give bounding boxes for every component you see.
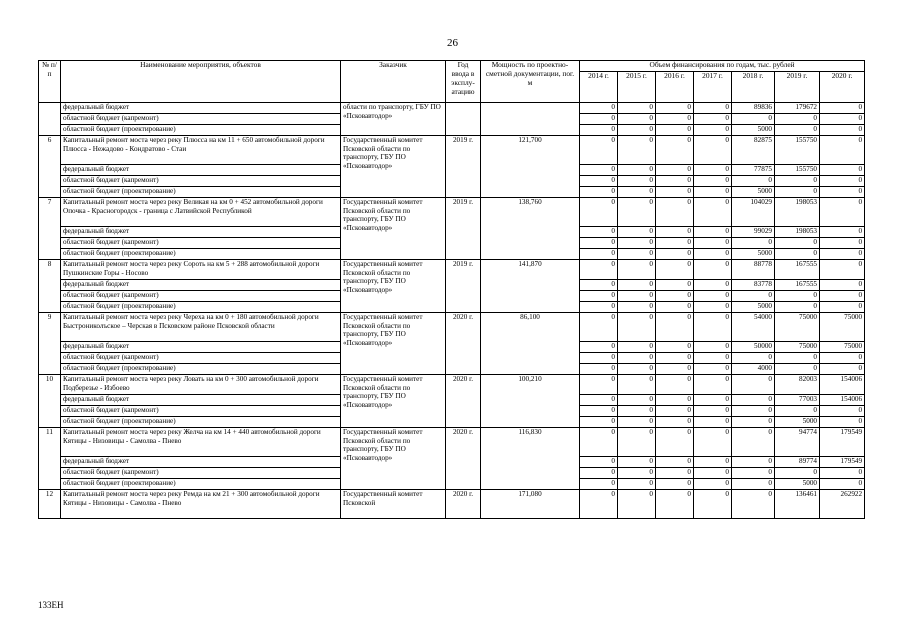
header-year-col: 2018 г. xyxy=(732,72,775,103)
header-name: Наименование мероприятия, объектов xyxy=(61,61,341,103)
value-cell: 0 xyxy=(618,176,656,187)
value-cell: 0 xyxy=(694,353,732,364)
customer-cell: области по транспорту, ГБУ ПО «Псковавтодор» xyxy=(341,103,446,136)
capacity-cell: 121,700 xyxy=(481,136,580,198)
value-cell: 0 xyxy=(618,260,656,280)
value-cell: 0 xyxy=(775,187,820,198)
value-cell: 0 xyxy=(694,136,732,165)
value-cell: 179549 xyxy=(820,457,865,468)
value-cell: 0 xyxy=(580,280,618,291)
header-year-col: 2015 г. xyxy=(618,72,656,103)
value-cell: 0 xyxy=(618,364,656,375)
value-cell: 0 xyxy=(820,249,865,260)
value-cell: 89836 xyxy=(732,103,775,114)
capacity-cell: 86,100 xyxy=(481,313,580,375)
value-cell: 198053 xyxy=(775,227,820,238)
value-cell: 0 xyxy=(618,103,656,114)
budget-source-cell: федеральный бюджет xyxy=(61,103,341,114)
value-cell: 0 xyxy=(580,103,618,114)
value-cell: 0 xyxy=(580,198,618,227)
value-cell: 0 xyxy=(656,490,694,519)
value-cell: 0 xyxy=(580,490,618,519)
value-cell: 0 xyxy=(656,125,694,136)
value-cell: 0 xyxy=(618,395,656,406)
year-cell: 2020 г. xyxy=(446,428,481,490)
budget-source-cell: областной бюджет (капремонт) xyxy=(61,114,341,125)
capacity-cell: 141,870 xyxy=(481,260,580,313)
value-cell: 0 xyxy=(694,342,732,353)
budget-source-cell: федеральный бюджет xyxy=(61,227,341,238)
value-cell: 0 xyxy=(694,428,732,457)
value-cell: 0 xyxy=(656,187,694,198)
value-cell: 0 xyxy=(580,353,618,364)
year-cell: 2020 г. xyxy=(446,313,481,375)
value-cell: 0 xyxy=(694,417,732,428)
value-cell: 0 xyxy=(820,227,865,238)
value-cell: 0 xyxy=(820,136,865,165)
value-cell: 0 xyxy=(820,238,865,249)
value-cell: 0 xyxy=(775,406,820,417)
value-cell: 0 xyxy=(580,417,618,428)
value-cell: 0 xyxy=(618,187,656,198)
value-cell: 0 xyxy=(656,103,694,114)
value-cell: 0 xyxy=(580,227,618,238)
value-cell: 0 xyxy=(820,125,865,136)
header-year: Год ввода в эксплу-атацию xyxy=(446,61,481,103)
value-cell: 0 xyxy=(820,280,865,291)
value-cell: 0 xyxy=(732,468,775,479)
value-cell: 0 xyxy=(656,479,694,490)
customer-cell: Государственный комитет Псковской области по транспорту, ГБУ ПО «Псковавтодор» xyxy=(341,375,446,428)
value-cell: 0 xyxy=(580,260,618,280)
project-title-cell: Капитальный ремонт моста через реку Череха на км 0 + 180 автомобильной дороги Быстрониколъское – Черская в Псковском районе Псковской области xyxy=(61,313,341,342)
header-num: № п/п xyxy=(39,61,61,103)
value-cell: 0 xyxy=(820,187,865,198)
customer-cell: Государственный комитет Псковской области по транспорту, ГБУ ПО «Псковавтодор» xyxy=(341,260,446,313)
value-cell: 77875 xyxy=(732,165,775,176)
project-row xyxy=(39,375,865,395)
row-number-cell xyxy=(39,103,61,136)
value-cell: 0 xyxy=(656,227,694,238)
value-cell: 0 xyxy=(656,238,694,249)
value-cell: 0 xyxy=(656,280,694,291)
row-number-cell: 7 xyxy=(39,198,61,260)
header-year-col: 2019 г. xyxy=(775,72,820,103)
year-cell: 2019 г. xyxy=(446,198,481,260)
value-cell: 0 xyxy=(732,417,775,428)
value-cell: 154006 xyxy=(820,375,865,395)
capacity-cell: 171,080 xyxy=(481,490,580,519)
project-row xyxy=(39,428,865,457)
value-cell: 0 xyxy=(694,198,732,227)
budget-source-cell: федеральный бюджет xyxy=(61,165,341,176)
value-cell: 0 xyxy=(580,313,618,342)
value-cell: 0 xyxy=(580,457,618,468)
value-cell: 0 xyxy=(732,353,775,364)
project-row xyxy=(39,136,865,165)
value-cell: 0 xyxy=(732,479,775,490)
value-cell: 0 xyxy=(618,313,656,342)
value-cell: 179549 xyxy=(820,428,865,457)
value-cell: 54000 xyxy=(732,313,775,342)
project-row xyxy=(39,313,865,342)
year-cell: 2020 г. xyxy=(446,375,481,428)
row-number-cell: 12 xyxy=(39,490,61,519)
value-cell: 0 xyxy=(618,227,656,238)
header-year-col: 2020 г. xyxy=(820,72,865,103)
budget-source-cell: федеральный бюджет xyxy=(61,457,341,468)
row-number-cell: 10 xyxy=(39,375,61,428)
value-cell: 0 xyxy=(580,302,618,313)
value-cell: 0 xyxy=(656,395,694,406)
value-cell: 0 xyxy=(656,198,694,227)
value-cell: 0 xyxy=(694,103,732,114)
value-cell: 0 xyxy=(820,468,865,479)
budget-source-cell: областной бюджет (проектирование) xyxy=(61,187,341,198)
value-cell: 88778 xyxy=(732,260,775,280)
customer-cell: Государственный комитет Псковской области по транспорту, ГБУ ПО «Псковавтодор» xyxy=(341,198,446,260)
budget-source-cell: областной бюджет (проектирование) xyxy=(61,417,341,428)
value-cell: 155750 xyxy=(775,136,820,165)
value-cell: 0 xyxy=(820,353,865,364)
value-cell: 0 xyxy=(694,395,732,406)
value-cell: 0 xyxy=(820,302,865,313)
capacity-cell: 138,760 xyxy=(481,198,580,260)
value-cell: 0 xyxy=(656,176,694,187)
value-cell: 0 xyxy=(580,479,618,490)
value-cell: 0 xyxy=(580,375,618,395)
value-cell: 0 xyxy=(820,364,865,375)
value-cell: 0 xyxy=(618,406,656,417)
page-number: 26 xyxy=(447,37,458,49)
value-cell: 0 xyxy=(618,375,656,395)
value-cell: 0 xyxy=(618,353,656,364)
year-cell: 2019 г. xyxy=(446,136,481,198)
value-cell: 0 xyxy=(694,176,732,187)
value-cell: 0 xyxy=(580,428,618,457)
budget-source-cell: областной бюджет (проектирование) xyxy=(61,125,341,136)
value-cell: 0 xyxy=(732,176,775,187)
value-cell: 167555 xyxy=(775,260,820,280)
value-cell: 0 xyxy=(694,364,732,375)
value-cell: 0 xyxy=(732,490,775,519)
value-cell: 5000 xyxy=(732,187,775,198)
customer-cell: Государственный комитет Псковской области по транспорту, ГБУ ПО «Псковавтодор» xyxy=(341,136,446,198)
budget-source-cell: областной бюджет (капремонт) xyxy=(61,468,341,479)
value-cell: 0 xyxy=(694,165,732,176)
value-cell: 0 xyxy=(694,468,732,479)
value-cell: 0 xyxy=(694,238,732,249)
value-cell: 179672 xyxy=(775,103,820,114)
value-cell: 0 xyxy=(656,468,694,479)
budget-source-cell: областной бюджет (проектирование) xyxy=(61,302,341,313)
value-cell: 0 xyxy=(580,176,618,187)
value-cell: 0 xyxy=(694,490,732,519)
value-cell: 0 xyxy=(775,176,820,187)
budget-source-cell: областной бюджет (капремонт) xyxy=(61,238,341,249)
customer-cell: Государственный комитет Псковской области по транспорту, ГБУ ПО «Псковавтодор» xyxy=(341,428,446,490)
value-cell: 0 xyxy=(618,249,656,260)
value-cell: 0 xyxy=(732,375,775,395)
value-cell: 0 xyxy=(656,302,694,313)
value-cell: 0 xyxy=(656,406,694,417)
header-capacity: Мощность по проектно-сметной документации, пог. м xyxy=(481,61,580,103)
budget-source-cell: областной бюджет (капремонт) xyxy=(61,406,341,417)
value-cell: 0 xyxy=(694,457,732,468)
value-cell: 0 xyxy=(775,125,820,136)
value-cell: 0 xyxy=(775,249,820,260)
value-cell: 0 xyxy=(618,417,656,428)
value-cell: 0 xyxy=(732,457,775,468)
table-row xyxy=(39,103,865,114)
project-title-cell: Капитальный ремонт моста через реку Великая на км 0 + 452 автомобильной дороги Опочка - Красногородск - граница с Латвийской Республикой xyxy=(61,198,341,227)
value-cell: 0 xyxy=(694,406,732,417)
value-cell: 82875 xyxy=(732,136,775,165)
value-cell: 0 xyxy=(580,165,618,176)
value-cell: 0 xyxy=(656,417,694,428)
value-cell: 0 xyxy=(618,114,656,125)
value-cell: 0 xyxy=(580,364,618,375)
header-customer: Заказчик xyxy=(341,61,446,103)
value-cell: 0 xyxy=(694,280,732,291)
value-cell: 0 xyxy=(618,457,656,468)
value-cell: 0 xyxy=(618,125,656,136)
value-cell: 0 xyxy=(618,280,656,291)
budget-source-cell: областной бюджет (капремонт) xyxy=(61,353,341,364)
value-cell: 0 xyxy=(694,125,732,136)
row-number-cell: 8 xyxy=(39,260,61,313)
value-cell: 0 xyxy=(656,375,694,395)
value-cell: 0 xyxy=(656,260,694,280)
footer-code: 133ЕН xyxy=(38,600,64,610)
value-cell: 0 xyxy=(656,364,694,375)
value-cell: 0 xyxy=(656,353,694,364)
header-year-col: 2014 г. xyxy=(580,72,618,103)
value-cell: 0 xyxy=(775,114,820,125)
value-cell: 0 xyxy=(580,468,618,479)
value-cell: 0 xyxy=(656,342,694,353)
value-cell: 75000 xyxy=(820,342,865,353)
value-cell: 0 xyxy=(694,249,732,260)
value-cell: 5000 xyxy=(732,302,775,313)
value-cell: 0 xyxy=(656,249,694,260)
value-cell: 0 xyxy=(618,479,656,490)
budget-source-cell: областной бюджет (проектирование) xyxy=(61,364,341,375)
value-cell: 0 xyxy=(656,291,694,302)
value-cell: 0 xyxy=(580,187,618,198)
project-row xyxy=(39,490,865,519)
value-cell: 0 xyxy=(618,428,656,457)
value-cell: 0 xyxy=(656,114,694,125)
value-cell: 0 xyxy=(775,291,820,302)
value-cell: 75000 xyxy=(775,313,820,342)
value-cell: 0 xyxy=(656,313,694,342)
value-cell: 0 xyxy=(618,198,656,227)
value-cell: 0 xyxy=(694,375,732,395)
value-cell: 0 xyxy=(694,227,732,238)
value-cell: 0 xyxy=(694,260,732,280)
value-cell: 155750 xyxy=(775,165,820,176)
value-cell: 0 xyxy=(618,302,656,313)
value-cell: 5000 xyxy=(732,125,775,136)
project-title-cell: Капитальный ремонт моста через реку Ловать на км 0 + 300 автомобильной дороги Подберезье - Избоево xyxy=(61,375,341,395)
value-cell: 0 xyxy=(618,165,656,176)
value-cell: 198053 xyxy=(775,198,820,227)
header-year-col: 2017 г. xyxy=(694,72,732,103)
row-number-cell: 9 xyxy=(39,313,61,375)
year-cell: 2019 г. xyxy=(446,260,481,313)
value-cell: 0 xyxy=(820,165,865,176)
row-number-cell: 11 xyxy=(39,428,61,490)
budget-source-cell: областной бюджет (проектирование) xyxy=(61,249,341,260)
value-cell: 94774 xyxy=(775,428,820,457)
budget-source-cell: областной бюджет (проектирование) xyxy=(61,479,341,490)
value-cell: 75000 xyxy=(775,342,820,353)
budget-source-cell: областной бюджет (капремонт) xyxy=(61,291,341,302)
year-cell: 2020 г. xyxy=(446,490,481,519)
capacity-cell: 116,830 xyxy=(481,428,580,490)
value-cell: 0 xyxy=(732,291,775,302)
value-cell: 0 xyxy=(775,364,820,375)
project-title-cell: Капитальный ремонт моста через реку Сороть на км 5 + 288 автомобильной дороги Пушкинские Горы - Носово xyxy=(61,260,341,280)
value-cell: 0 xyxy=(694,114,732,125)
value-cell: 0 xyxy=(580,406,618,417)
value-cell: 0 xyxy=(820,198,865,227)
row-number-cell: 6 xyxy=(39,136,61,198)
value-cell: 0 xyxy=(618,291,656,302)
value-cell: 89774 xyxy=(775,457,820,468)
value-cell: 0 xyxy=(775,238,820,249)
project-title-cell: Капитальный ремонт моста через реку Плюсса на км 11 + 650 автомобильной дороги Плюсса - Нежадово - Кондратово - Стаи xyxy=(61,136,341,165)
value-cell: 0 xyxy=(656,165,694,176)
value-cell: 0 xyxy=(820,406,865,417)
value-cell: 0 xyxy=(732,114,775,125)
project-title-cell: Капитальный ремонт моста через реку Желча на км 14 + 440 автомобильной дороги Кятицы - Низовицы - Самолва - Пнево xyxy=(61,428,341,457)
budget-source-cell: областной бюджет (капремонт) xyxy=(61,176,341,187)
value-cell: 0 xyxy=(732,406,775,417)
value-cell: 0 xyxy=(732,238,775,249)
financing-table xyxy=(38,60,865,519)
value-cell: 0 xyxy=(580,249,618,260)
value-cell: 262922 xyxy=(820,490,865,519)
value-cell: 0 xyxy=(820,417,865,428)
value-cell: 0 xyxy=(694,187,732,198)
value-cell: 0 xyxy=(580,136,618,165)
value-cell: 0 xyxy=(618,490,656,519)
value-cell: 0 xyxy=(580,125,618,136)
customer-cell: Государственный комитет Псковской xyxy=(341,490,446,519)
value-cell: 0 xyxy=(694,479,732,490)
value-cell: 0 xyxy=(732,395,775,406)
value-cell: 77003 xyxy=(775,395,820,406)
budget-source-cell: федеральный бюджет xyxy=(61,342,341,353)
value-cell: 5000 xyxy=(775,479,820,490)
value-cell: 75000 xyxy=(820,313,865,342)
value-cell: 104029 xyxy=(732,198,775,227)
value-cell: 99029 xyxy=(732,227,775,238)
value-cell: 136461 xyxy=(775,490,820,519)
value-cell: 0 xyxy=(694,313,732,342)
value-cell: 0 xyxy=(820,176,865,187)
value-cell: 5000 xyxy=(732,249,775,260)
value-cell: 0 xyxy=(580,238,618,249)
project-row xyxy=(39,198,865,227)
value-cell: 0 xyxy=(820,114,865,125)
customer-cell: Государственный комитет Псковской области по транспорту, ГБУ ПО «Псковавтодор» xyxy=(341,313,446,375)
value-cell: 0 xyxy=(580,395,618,406)
value-cell: 83778 xyxy=(732,280,775,291)
value-cell: 0 xyxy=(656,136,694,165)
header-year-col: 2016 г. xyxy=(656,72,694,103)
value-cell: 0 xyxy=(618,136,656,165)
project-title-cell: Капитальный ремонт моста через реку Ремда на км 21 + 300 автомобильной дороги Кятицы - Низовицы - Самолва - Пнево xyxy=(61,490,341,519)
value-cell: 0 xyxy=(580,291,618,302)
value-cell: 0 xyxy=(694,302,732,313)
value-cell: 0 xyxy=(775,302,820,313)
budget-source-cell: федеральный бюджет xyxy=(61,395,341,406)
header-financing: Объем финансирования по годам, тыс. рублей xyxy=(580,61,865,72)
budget-source-cell: федеральный бюджет xyxy=(61,280,341,291)
value-cell: 167555 xyxy=(775,280,820,291)
capacity-cell xyxy=(481,103,580,136)
value-cell: 5000 xyxy=(775,417,820,428)
value-cell: 0 xyxy=(580,342,618,353)
value-cell: 50000 xyxy=(732,342,775,353)
value-cell: 0 xyxy=(732,428,775,457)
value-cell: 0 xyxy=(618,468,656,479)
value-cell: 82003 xyxy=(775,375,820,395)
value-cell: 0 xyxy=(820,479,865,490)
value-cell: 0 xyxy=(820,103,865,114)
value-cell: 0 xyxy=(820,291,865,302)
value-cell: 0 xyxy=(820,260,865,280)
project-row xyxy=(39,260,865,280)
value-cell: 0 xyxy=(656,428,694,457)
value-cell: 0 xyxy=(694,291,732,302)
value-cell: 4000 xyxy=(732,364,775,375)
value-cell: 0 xyxy=(775,353,820,364)
value-cell: 0 xyxy=(656,457,694,468)
value-cell: 0 xyxy=(775,468,820,479)
value-cell: 0 xyxy=(580,114,618,125)
capacity-cell: 100,210 xyxy=(481,375,580,428)
value-cell: 154006 xyxy=(820,395,865,406)
value-cell: 0 xyxy=(618,342,656,353)
value-cell: 0 xyxy=(618,238,656,249)
year-cell xyxy=(446,103,481,136)
